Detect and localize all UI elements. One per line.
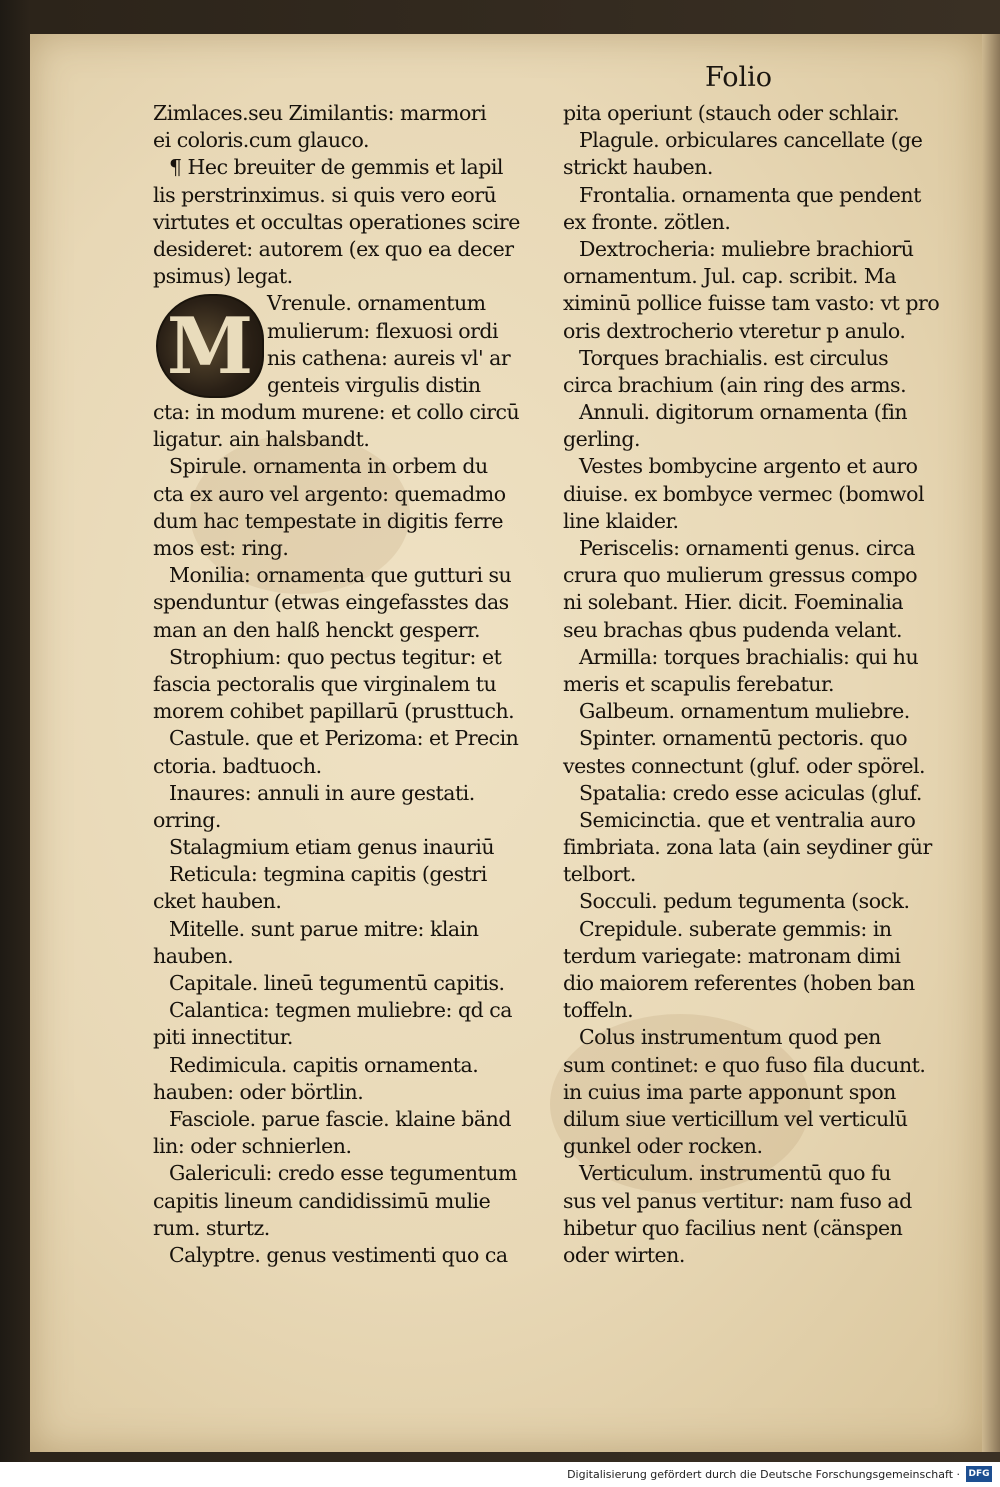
- text-line: sus vel panus vertitur: nam fuso ad: [563, 1188, 912, 1213]
- text-line: Frontalia. ornamenta que pendent: [579, 182, 921, 207]
- text-line: lin: oder schnierlen.: [153, 1134, 352, 1159]
- text-line: hibetur quo facilius nent (cänspen: [563, 1215, 903, 1240]
- text-line: Zimlaces.seu Zimilantis: marmori: [153, 101, 487, 125]
- text-line: Spinter. ornamentū pectoris. quo: [579, 726, 908, 751]
- text-line: ei coloris.cum glauco.: [153, 128, 370, 153]
- text-line: oris dextrocherio vteretur p anulo.: [563, 318, 906, 343]
- text-line: crura quo mulierum gressus compo: [563, 563, 918, 588]
- drop-cap-initial: M: [156, 294, 264, 398]
- text-line: ligatur. ain halsbandt.: [153, 427, 370, 452]
- text-line: cta: in modum murene: et collo circū: [153, 400, 520, 425]
- text-line: ctoria. badtuoch.: [153, 753, 322, 778]
- text-line: mulierum: flexuosi ordi: [267, 318, 499, 343]
- text-line: sum continet: e quo fuso fila ducunt.: [563, 1052, 926, 1077]
- text-line: ornamentum. Jul. cap. scribit. Ma: [563, 264, 897, 289]
- text-line: gunkel oder rocken.: [563, 1134, 763, 1159]
- text-line: mos est: ring.: [153, 536, 289, 560]
- text-line: line klaider.: [563, 508, 679, 533]
- text-line: seu brachas qbus pudenda velant.: [563, 617, 903, 642]
- text-line: ni solebant. Hier. dicit. Foeminalia: [563, 590, 904, 615]
- text-line: ¶ Hec breuiter de gemmis et lapil: [169, 155, 503, 180]
- text-line: telbort.: [563, 862, 636, 887]
- text-line: Monilia: ornamenta que gutturi su: [169, 563, 512, 588]
- page-edge: [982, 34, 1000, 1452]
- digitization-footer: [0, 1462, 1000, 1487]
- text-line: lis perstrinximus. si quis vero eorū: [153, 182, 497, 207]
- text-line: Verticulum. instrumentū quo fu: [579, 1161, 891, 1186]
- text-line: nis cathena: aureis vl' ar: [267, 345, 511, 370]
- text-line: piti innectitur.: [153, 1025, 293, 1050]
- text-line: Colus instrumentum quod pen: [579, 1025, 881, 1050]
- text-line: Socculi. pedum tegumenta (sock.: [579, 889, 910, 914]
- text-line: dio maiorem referentes (hoben ban: [563, 971, 915, 995]
- footer-credit: Digitalisierung gefördert durch die Deutsche Forschungsgemeinschaft ·: [567, 1468, 960, 1481]
- text-line: Castule. que et Perizoma: et Precin: [169, 726, 519, 751]
- left-text-column: [153, 100, 538, 1269]
- text-line: orring.: [153, 807, 221, 832]
- text-line: in cuius ima parte apponunt spon: [563, 1079, 896, 1104]
- text-line: hauben.: [153, 943, 234, 968]
- right-text-column: [563, 100, 948, 1269]
- text-line: Strophium: quo pectus tegitur: et: [169, 644, 502, 669]
- text-line: fimbriata. zona lata (ain seydiner gür: [563, 835, 932, 860]
- text-line: capitis lineum candidissimū mulie: [153, 1188, 491, 1213]
- text-line: Annuli. digitorum ornamenta (fin: [579, 400, 908, 425]
- text-line: pita operiunt (stauch oder schlair.: [563, 101, 900, 125]
- text-line: dilum siue verticillum vel verticulū: [563, 1106, 908, 1131]
- text-line: Periscelis: ornamenti genus. circa: [579, 536, 915, 560]
- text-line: Galericuli: credo esse tegumentum: [169, 1161, 517, 1186]
- text-line: hauben: oder börtlin.: [153, 1079, 364, 1104]
- text-line: circa brachium (ain ring des arms.: [563, 372, 907, 397]
- text-line: Spirule. ornamenta in orbem du: [169, 454, 488, 479]
- text-line: gerling.: [563, 427, 641, 452]
- text-line: fascia pectoralis que virginalem tu: [153, 671, 497, 696]
- text-line: cket hauben.: [153, 889, 282, 914]
- text-line: Galbeum. ornamentum muliebre.: [579, 699, 910, 724]
- text-line: man an den halß henckt gesperr.: [153, 617, 481, 642]
- text-line: morem cohibet papillarū (prusttuch.: [153, 699, 515, 724]
- text-line: Capitale. lineū tegumentū capitis.: [169, 971, 505, 995]
- text-line: Plagule. orbiculares cancellate (ge: [579, 128, 923, 153]
- text-line: oder wirten.: [563, 1242, 685, 1267]
- text-line: ex fronte. zötlen.: [563, 209, 731, 234]
- text-line: Stalagmium etiam genus inauriū: [169, 835, 495, 860]
- text-line: Vestes bombycine argento et auro: [579, 454, 918, 479]
- text-line: Fasciole. parue fascie. klaine bänd: [169, 1106, 511, 1131]
- text-line: dum hac tempestate in digitis ferre: [153, 508, 504, 533]
- text-line: spenduntur (etwas eingefasstes das: [153, 590, 509, 615]
- text-line: Reticula: tegmina capitis (gestri: [169, 862, 487, 887]
- text-line: virtutes et occultas operationes scire: [153, 209, 520, 234]
- text-line: toffeln.: [563, 998, 634, 1023]
- text-line: Calantica: tegmen muliebre: qd ca: [169, 998, 512, 1023]
- text-line: Armilla: torques brachialis: qui hu: [579, 644, 919, 669]
- text-line: Mitelle. sunt parue mitre: klain: [169, 916, 479, 941]
- text-line: Dextrocheria: muliebre brachiorū: [579, 236, 914, 261]
- text-line: Calyptre. genus vestimenti quo ca: [169, 1242, 508, 1267]
- text-line: genteis virgulis distin: [267, 372, 481, 397]
- text-line: cta ex auro vel argento: quemadmo: [153, 481, 506, 506]
- text-line: Semicinctia. que et ventralia auro: [579, 807, 916, 832]
- text-line: psimus) legat.: [153, 264, 293, 289]
- text-line: ximinū pollice fuisse tam vasto: vt pro: [563, 291, 940, 316]
- text-line: vestes connectunt (gluf. oder spörel.: [563, 753, 926, 778]
- text-line: Vrenule. ornamentum: [267, 291, 486, 316]
- text-line: Spatalia: credo esse aciculas (gluf.: [579, 780, 922, 805]
- text-line: terdum variegate: matronam dimi: [563, 943, 901, 968]
- text-line: strickt hauben.: [563, 155, 713, 180]
- text-line: rum. sturtz.: [153, 1215, 270, 1240]
- text-line: Redimicula. capitis ornamenta.: [169, 1052, 479, 1077]
- text-line: Torques brachialis. est circulus: [579, 345, 889, 370]
- text-line: desideret: autorem (ex quo ea decer: [153, 236, 514, 261]
- text-line: Inaures: annuli in aure gestati.: [169, 780, 475, 805]
- text-line: diuise. ex bombyce vermec (bomwol: [563, 481, 924, 506]
- folio-heading: Folio: [705, 62, 773, 93]
- text-line: meris et scapulis ferebatur.: [563, 671, 835, 696]
- dfg-logo-icon: DFG: [966, 1466, 992, 1482]
- text-line: Crepidule. suberate gemmis: in: [579, 916, 892, 941]
